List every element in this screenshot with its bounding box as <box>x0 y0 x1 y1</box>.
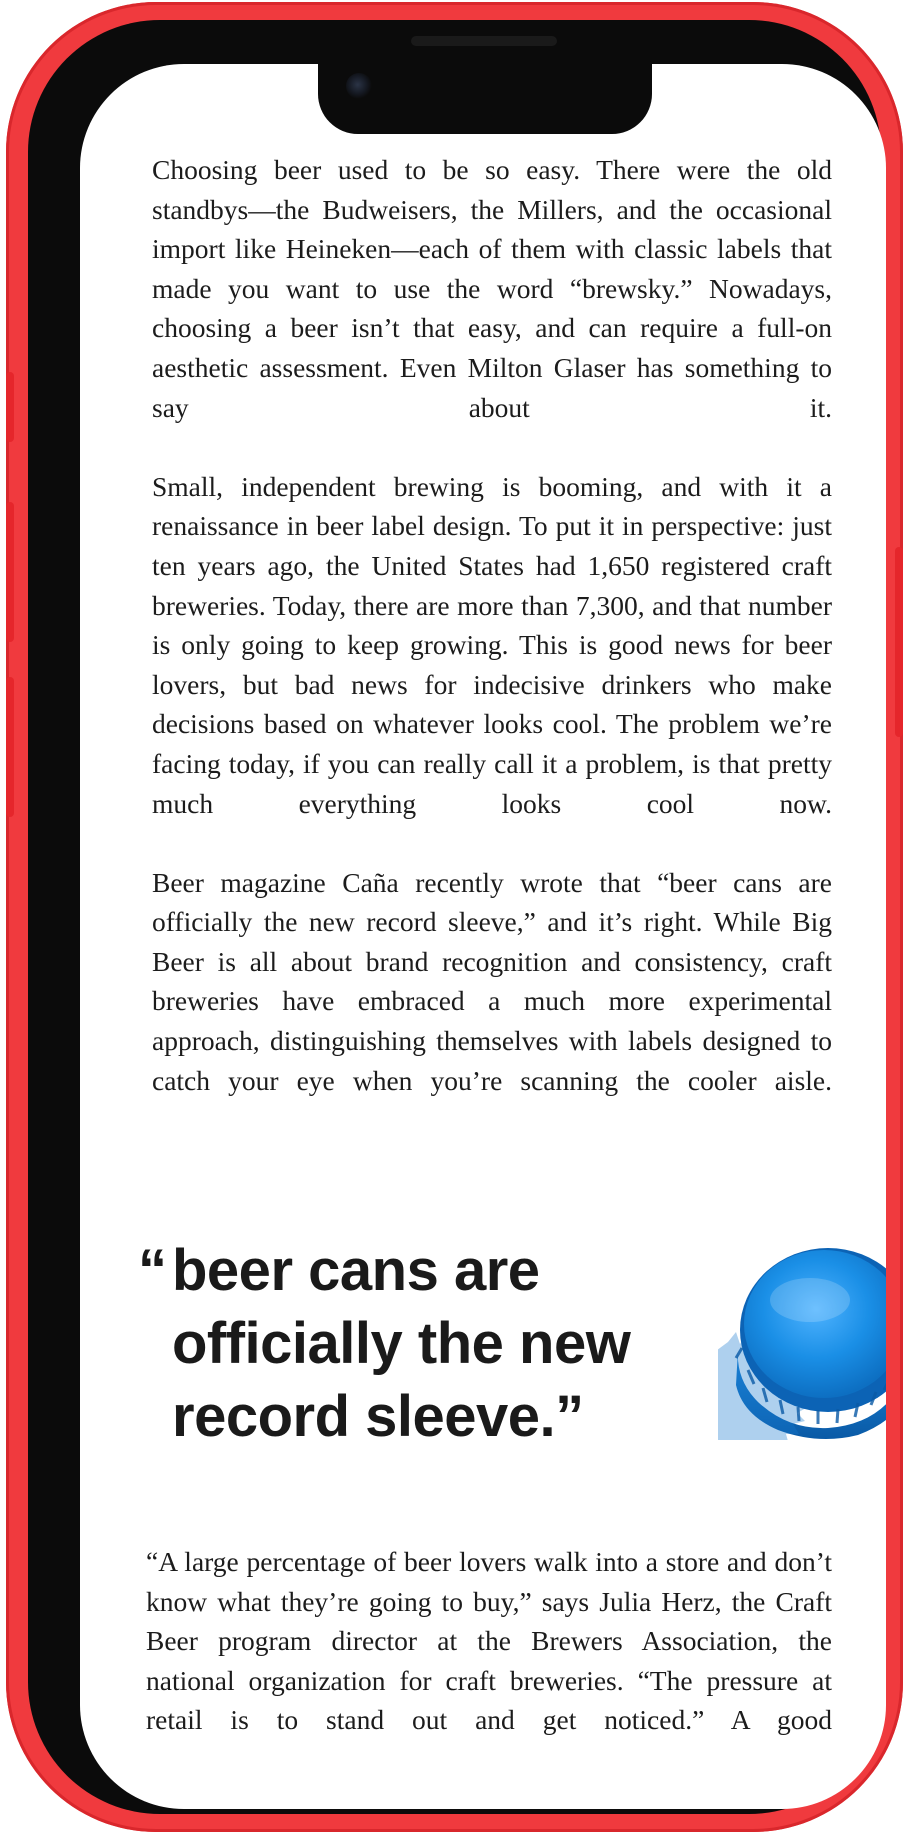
screen[interactable] <box>80 64 886 1809</box>
volume-down-button <box>6 677 14 817</box>
volume-up-button <box>6 502 14 642</box>
pull-quote-text: beer cans are officially the new record sleeve.” <box>172 1238 631 1449</box>
pull-quote-open-mark: “ <box>138 1238 167 1303</box>
front-camera-icon <box>346 73 372 99</box>
silent-switch <box>6 372 14 442</box>
article-paragraph: “A large percentage of beer lovers walk into a store and don’t know what they’re going to buy,” says Julia Herz, the Craft Beer program director at the Brewers Association, the national organization for craft breweries. “The pressure at retail is to stand out and get noticed.” A good <box>146 1546 832 1736</box>
earpiece-speaker <box>411 36 557 46</box>
article-continuation <box>146 1542 832 1740</box>
bottle-cap-image <box>718 1230 886 1440</box>
notch <box>318 64 652 134</box>
power-button <box>895 547 903 737</box>
article-body <box>152 150 832 1140</box>
pull-quote <box>138 1234 698 1453</box>
phone-frame <box>6 2 903 1832</box>
phone-bezel <box>28 20 881 1814</box>
article-paragraph: Small, independent brewing is booming, and with it a renaissance in beer label design. To put it in perspective: just ten years ago, the United States had 1,650 registered craft breweries. Today, there are more than 7,300, and that number is only going to keep growing. This is good news for beer lovers, but bad news for indecisive drinkers who make decisions based on whatever looks cool. The problem we’re facing today, if you can really call it a problem, is that pretty much everything looks cool now. <box>152 470 832 819</box>
article-paragraph: Choosing beer used to be so easy. There were the old standbys—the Budweisers, the Millers, and the occasional import like Heineken—each of them with classic labels that made you want to use the word “brewsky.” Nowadays, choosing a beer isn’t that easy, and can require a full-on aesthetic assessment. Even Milton Glaser has something to say about it. <box>152 154 832 423</box>
article-paragraph: Beer magazine Caña recently wrote that “beer cans are officially the new record sleeve,” and it’s right. While Big Beer is all about brand recognition and consistency, craft breweries have embraced a much more experimental approach, distinguishing themselves with labels designed to catch your eye when you’re scanning the cooler aisle. <box>152 866 832 1096</box>
